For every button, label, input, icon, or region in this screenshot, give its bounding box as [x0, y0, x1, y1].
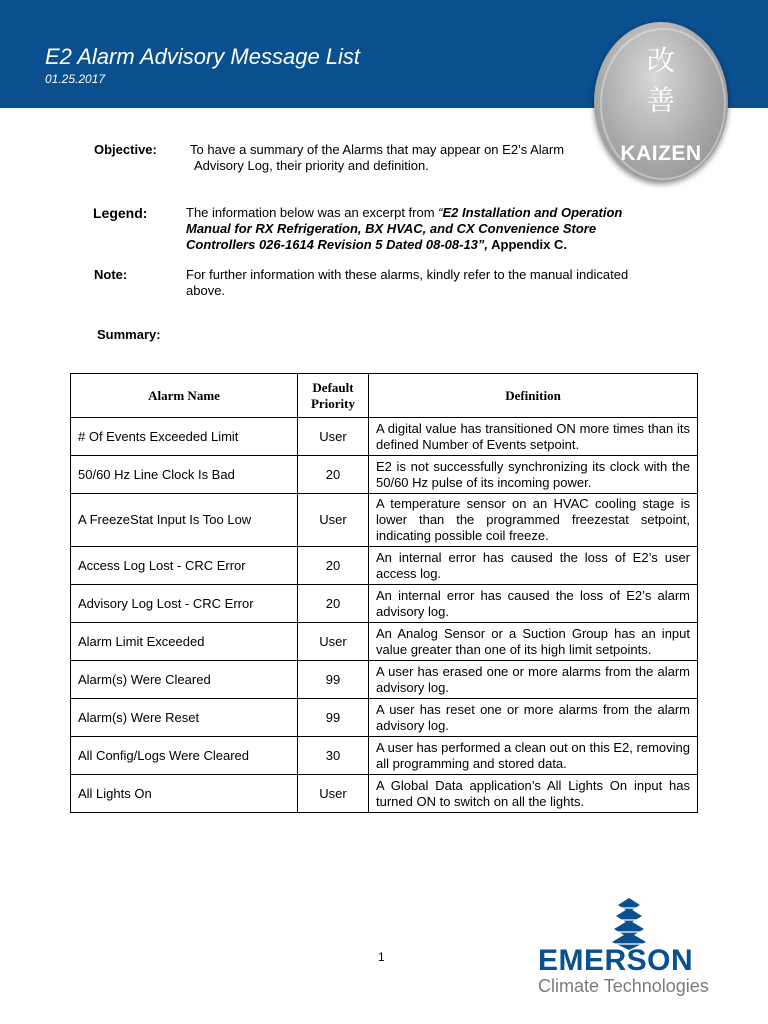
table-row — [71, 661, 698, 699]
definition-cell: A user has performed a clean out on this E2, removing all programming and stored data. — [369, 737, 698, 775]
definition-cell: An internal error has caused the loss of E2’s alarm advisory log. — [369, 585, 698, 623]
alarm-name-cell: Access Log Lost - CRC Error — [71, 547, 298, 585]
kaizen-logo — [594, 22, 728, 182]
objective-label: Objective: — [94, 142, 157, 157]
legend-line-3 — [186, 237, 686, 253]
priority-cell: 99 — [298, 661, 369, 699]
legend-source-line-3: Controllers 026-1614 Revision 5 Dated 08-08-13”, — [186, 237, 489, 252]
page-number: 1 — [378, 950, 385, 964]
table-row — [71, 737, 698, 775]
legend-source-line-2: Manual for RX Refrigeration, BX HVAC, and CX Convenience Store — [186, 221, 597, 236]
document-date: 01.25.2017 — [45, 72, 106, 86]
priority-cell: User — [298, 418, 369, 456]
legend-line-2 — [186, 221, 686, 237]
definition-cell: An internal error has caused the loss of E2’s user access log. — [369, 547, 698, 585]
alarm-name-cell: 50/60 Hz Line Clock Is Bad — [71, 456, 298, 494]
alarm-name-cell: Advisory Log Lost - CRC Error — [71, 585, 298, 623]
alarm-name-cell: # Of Events Exceeded Limit — [71, 418, 298, 456]
legend-source-line-1: E2 Installation and Operation — [442, 205, 623, 220]
alarm-name-cell: A FreezeStat Input Is Too Low — [71, 494, 298, 547]
priority-cell: 20 — [298, 456, 369, 494]
priority-cell: 99 — [298, 699, 369, 737]
emerson-diamond-icon — [609, 898, 649, 950]
table-row — [71, 775, 698, 813]
alarm-table — [70, 373, 698, 813]
column-header-default-priority — [298, 374, 369, 418]
legend-appendix: Appendix C. — [488, 237, 567, 252]
climate-technologies-tagline: Climate Technologies — [538, 976, 709, 996]
priority-cell: 20 — [298, 547, 369, 585]
definition-cell: A Global Data application’s All Lights On input has turned ON to switch on all the lights. — [369, 775, 698, 813]
priority-cell: 20 — [298, 585, 369, 623]
column-header-definition: Definition — [369, 374, 698, 418]
note-line-2: above. — [186, 283, 226, 298]
alarm-name-cell: Alarm(s) Were Reset — [71, 699, 298, 737]
priority-cell: User — [298, 623, 369, 661]
table-row — [71, 547, 698, 585]
definition-cell: A digital value has transitioned ON more times than its defined Number of Events setpoint. — [369, 418, 698, 456]
legend-line-1 — [186, 205, 686, 221]
note-label: Note: — [94, 267, 128, 282]
kaizen-logo-word: KAIZEN — [620, 142, 702, 165]
legend-intro: The information below was an excerpt from — [186, 205, 439, 220]
priority-header-line-1: Default — [312, 379, 354, 395]
objective-line-2: Advisory Log, their priority and definition. — [194, 158, 429, 173]
alarm-name-cell: All Lights On — [71, 775, 298, 813]
priority-header-line-2: Priority — [310, 395, 356, 411]
table-row — [71, 494, 698, 547]
priority-cell: User — [298, 494, 369, 547]
summary-label: Summary: — [97, 327, 161, 342]
document-title: E2 Alarm Advisory Message List — [45, 44, 361, 69]
table-row — [71, 418, 698, 456]
table-row — [71, 585, 698, 623]
table-row — [71, 623, 698, 661]
kaizen-kanji-bottom: 善 — [646, 84, 675, 117]
kaizen-kanji-top: 改 — [646, 44, 675, 77]
table-row — [71, 456, 698, 494]
table-row — [71, 699, 698, 737]
column-header-alarm-name: Alarm Name — [71, 374, 298, 418]
definition-cell: A user has reset one or more alarms from the alarm advisory log. — [369, 699, 698, 737]
definition-cell: E2 is not successfully synchronizing its clock with the 50/60 Hz pulse of its incoming power. — [369, 456, 698, 494]
legend-quote-open: “ — [438, 205, 443, 220]
alarm-name-cell: Alarm(s) Were Cleared — [71, 661, 298, 699]
legend-label: Legend: — [93, 205, 148, 221]
priority-cell: User — [298, 775, 369, 813]
definition-cell: A temperature sensor on an HVAC cooling stage is lower than the programmed freezestat setpoint, indicating possible coil freeze. — [369, 494, 698, 547]
priority-cell: 30 — [298, 737, 369, 775]
alarm-name-cell: Alarm Limit Exceeded — [71, 623, 298, 661]
objective-line-1: To have a summary of the Alarms that may appear on E2’s Alarm — [190, 142, 565, 157]
definition-cell: An Analog Sensor or a Suction Group has an input value greater than one of its high limit setpoints. — [369, 623, 698, 661]
alarm-name-cell: All Config/Logs Were Cleared — [71, 737, 298, 775]
emerson-logo-wordmark: EMERSON — [538, 944, 694, 977]
table-header-row — [71, 374, 698, 418]
note-line-1: For further information with these alarms, kindly refer to the manual indicated — [186, 267, 629, 282]
definition-cell: A user has erased one or more alarms from the alarm advisory log. — [369, 661, 698, 699]
